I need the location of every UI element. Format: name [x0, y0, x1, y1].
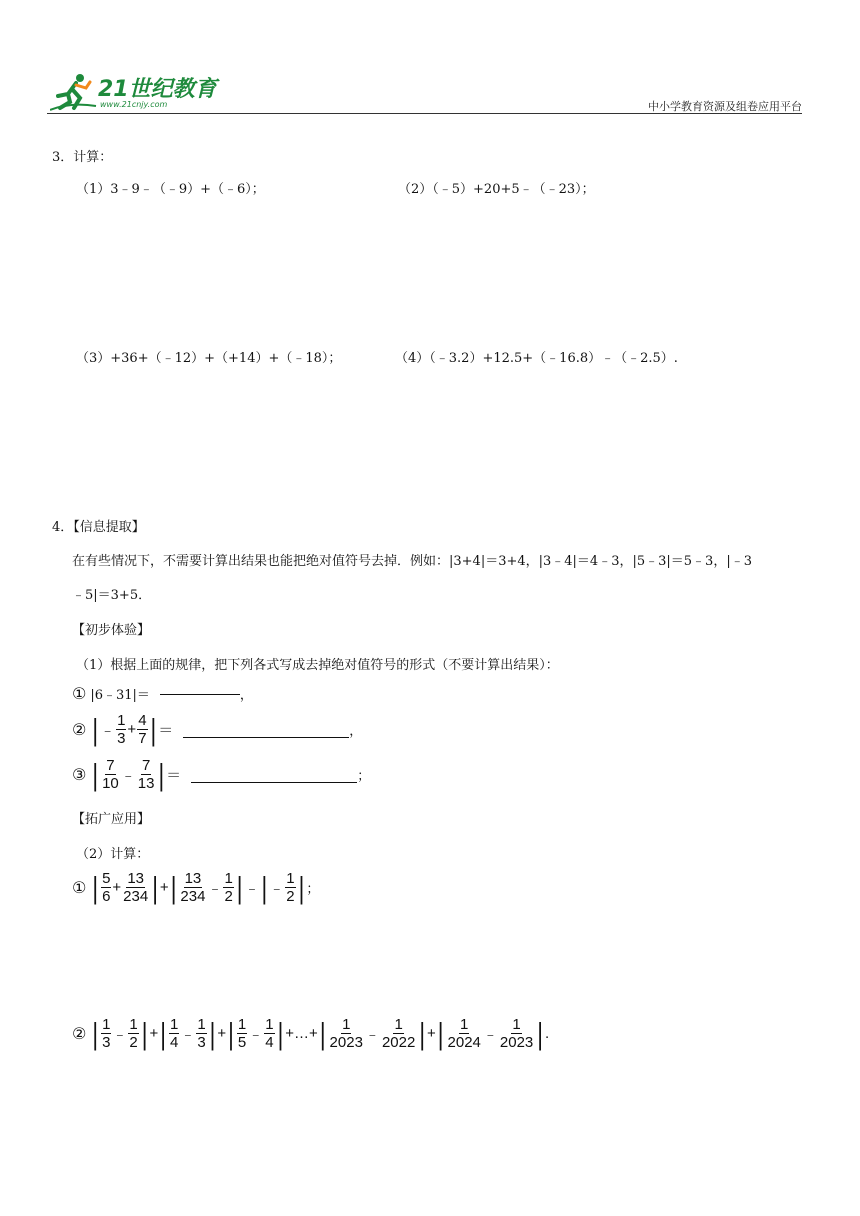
- fraction: [329, 1016, 364, 1051]
- fraction: [137, 757, 156, 792]
- numerator: 5: [102, 870, 111, 887]
- fraction: [196, 1016, 206, 1051]
- numerator: 13: [127, 870, 145, 887]
- minus-sign: ﹣: [180, 1026, 196, 1043]
- denominator: 4: [265, 1034, 274, 1051]
- fraction: [137, 712, 147, 747]
- fraction: [499, 1016, 534, 1051]
- fraction: [237, 1016, 247, 1051]
- abs-bar: |: [437, 1015, 444, 1051]
- fraction: [285, 870, 295, 905]
- abs-bar: |: [92, 1015, 99, 1051]
- plus-sign: +: [149, 1025, 159, 1042]
- denominator: 7: [138, 730, 147, 747]
- numerator: 1: [102, 1016, 111, 1033]
- item-number: ①: [72, 878, 87, 897]
- item1-row: [72, 684, 253, 703]
- minus-sign: ﹣: [244, 880, 260, 897]
- abs-bar: |: [228, 1015, 234, 1051]
- logo-url: www.21cnjy.com: [100, 100, 168, 109]
- denominator: 10: [102, 775, 119, 792]
- q3-title: 3．计算：: [52, 150, 113, 165]
- abs-bar: |: [158, 756, 165, 792]
- minus-sign: ﹣: [269, 880, 285, 897]
- abs-bar: |: [419, 1015, 426, 1051]
- item-number: ②: [72, 720, 87, 739]
- abs-bar: |: [319, 1015, 326, 1051]
- platform-name: 中小学教育资源及组卷应用平台: [648, 100, 802, 113]
- denominator: 234: [123, 888, 149, 905]
- fraction: [223, 870, 233, 905]
- fraction: [264, 1016, 274, 1051]
- minus-sign: ﹣: [248, 1026, 264, 1043]
- fraction: [101, 757, 120, 792]
- answer-blank[interactable]: [183, 736, 349, 738]
- section-heading: 【拓广应用】: [72, 812, 151, 827]
- plus-sign: +: [159, 879, 169, 896]
- denominator: 2022: [381, 1034, 416, 1051]
- denominator: 3: [117, 730, 126, 747]
- item3-row: [72, 757, 370, 792]
- numerator: 1: [342, 1016, 351, 1033]
- minus-sign: ﹣: [364, 1026, 380, 1043]
- item3-semicolon: ；: [357, 768, 371, 783]
- plus-sign: +: [217, 1025, 227, 1042]
- q3-part3: （3）+36+（﹣12）+（+14）+（﹣18）；: [76, 351, 342, 366]
- q3-part4: （4）（﹣3.2）+12.5+（﹣16.8）﹣（﹣2.5）.: [395, 351, 678, 366]
- abs-bar: |: [160, 1015, 166, 1051]
- q3-part2: （2）（﹣5）+20+5﹣（﹣23）；: [398, 182, 595, 197]
- plus-sign: +: [427, 1025, 436, 1042]
- answer-blank[interactable]: [160, 693, 240, 695]
- numerator: 4: [138, 712, 147, 729]
- numerator: 1: [237, 1016, 247, 1033]
- abs-bar: |: [277, 1015, 284, 1051]
- plus-sign: +: [127, 721, 137, 738]
- q4-title: 4．【信息提取】: [52, 520, 145, 535]
- q4-intro-line2: ﹣5|＝3+5．: [72, 588, 152, 603]
- item-number: ③: [72, 765, 87, 784]
- numerator: 1: [394, 1016, 403, 1033]
- numerator: 1: [169, 1016, 179, 1033]
- denominator: 3: [197, 1034, 206, 1051]
- item1-expression: |6﹣31|＝: [90, 688, 150, 703]
- minus-sign: ﹣: [207, 880, 223, 897]
- numerator: 1: [512, 1016, 521, 1033]
- q4-intro-line1: 在有些情况下，不需要计算出结果也能把绝对值符号去掉．例如：|3+4|＝3+4，|3﹣4|＝4﹣3，|5﹣3|＝5﹣3，|﹣3: [72, 554, 752, 569]
- item-number: ①: [72, 684, 87, 703]
- fraction: [116, 712, 126, 747]
- equals-sign: ＝: [158, 722, 174, 739]
- abs-bar: |: [92, 711, 99, 747]
- section-heading: 【初步体验】: [72, 623, 151, 638]
- numerator: 7: [106, 757, 115, 774]
- q4-part2-prompt: （2）计算：: [76, 847, 150, 862]
- denominator: 2: [129, 1034, 138, 1051]
- abs-bar: |: [150, 711, 157, 747]
- site-logo: [50, 72, 220, 114]
- numerator: 1: [224, 870, 233, 887]
- numerator: 1: [129, 1016, 138, 1033]
- abs-bar: |: [92, 756, 99, 792]
- minus-sign: ﹣: [120, 767, 136, 784]
- header-divider: [47, 113, 802, 114]
- numerator: 1: [460, 1016, 469, 1033]
- item2-comma: ，: [349, 723, 363, 738]
- denominator: 2023: [329, 1034, 363, 1051]
- answer-blank[interactable]: [191, 781, 357, 783]
- abs-bar: |: [170, 869, 177, 905]
- logo-text: 21世纪教育: [98, 77, 217, 102]
- numerator: 13: [184, 870, 202, 887]
- denominator: 6: [102, 888, 111, 905]
- equals-sign: ＝: [166, 767, 182, 784]
- denominator: 5: [237, 1034, 247, 1051]
- item2-row: [72, 712, 362, 747]
- numerator: 1: [286, 870, 295, 887]
- minus-sign: ﹣: [482, 1026, 498, 1043]
- fraction: [122, 870, 149, 905]
- abs-bar: |: [152, 869, 158, 905]
- runner-icon: [50, 72, 98, 112]
- abs-bar: |: [141, 1015, 148, 1051]
- calc1-semicolon: ；: [306, 881, 320, 896]
- fraction: [101, 870, 111, 905]
- denominator: 2024: [447, 1034, 481, 1051]
- abs-bar: |: [537, 1015, 543, 1051]
- q3-part1: （1）3﹣9﹣（﹣9）+（﹣6）；: [76, 182, 265, 197]
- abs-bar: |: [261, 869, 268, 905]
- denominator: 2: [286, 888, 295, 905]
- abs-bar: |: [209, 1015, 216, 1051]
- denominator: 2: [224, 888, 233, 905]
- numerator: 7: [141, 757, 151, 774]
- fraction: [128, 1016, 138, 1051]
- numerator: 1: [117, 712, 126, 729]
- abs-bar: |: [236, 869, 243, 905]
- calc1-row: [72, 870, 319, 905]
- item1-comma: ，: [239, 688, 253, 703]
- minus-sign: ﹣: [112, 1026, 128, 1043]
- ellipsis: +…+: [285, 1025, 318, 1042]
- q4-part1-prompt: （1）根据上面的规律，把下列各式写成去掉绝对值符号的形式（不要计算出结果）：: [76, 658, 559, 673]
- denominator: 13: [137, 775, 155, 792]
- fraction: [179, 870, 206, 905]
- calc2-row: [72, 1016, 549, 1051]
- denominator: 234: [180, 888, 206, 905]
- calc2-period: .: [545, 1025, 550, 1042]
- numerator: 1: [265, 1016, 274, 1033]
- denominator: 3: [102, 1034, 111, 1051]
- fraction: [101, 1016, 111, 1051]
- item-number: ②: [72, 1024, 87, 1043]
- denominator: 4: [169, 1034, 179, 1051]
- minus-sign: ﹣: [100, 722, 116, 739]
- denominator: 2023: [499, 1034, 534, 1051]
- abs-bar: |: [92, 869, 99, 905]
- numerator: 1: [197, 1016, 206, 1033]
- fraction: [447, 1016, 482, 1051]
- plus-sign: +: [112, 879, 122, 896]
- fraction: [169, 1016, 179, 1051]
- abs-bar: |: [298, 869, 305, 905]
- fraction: [381, 1016, 416, 1051]
